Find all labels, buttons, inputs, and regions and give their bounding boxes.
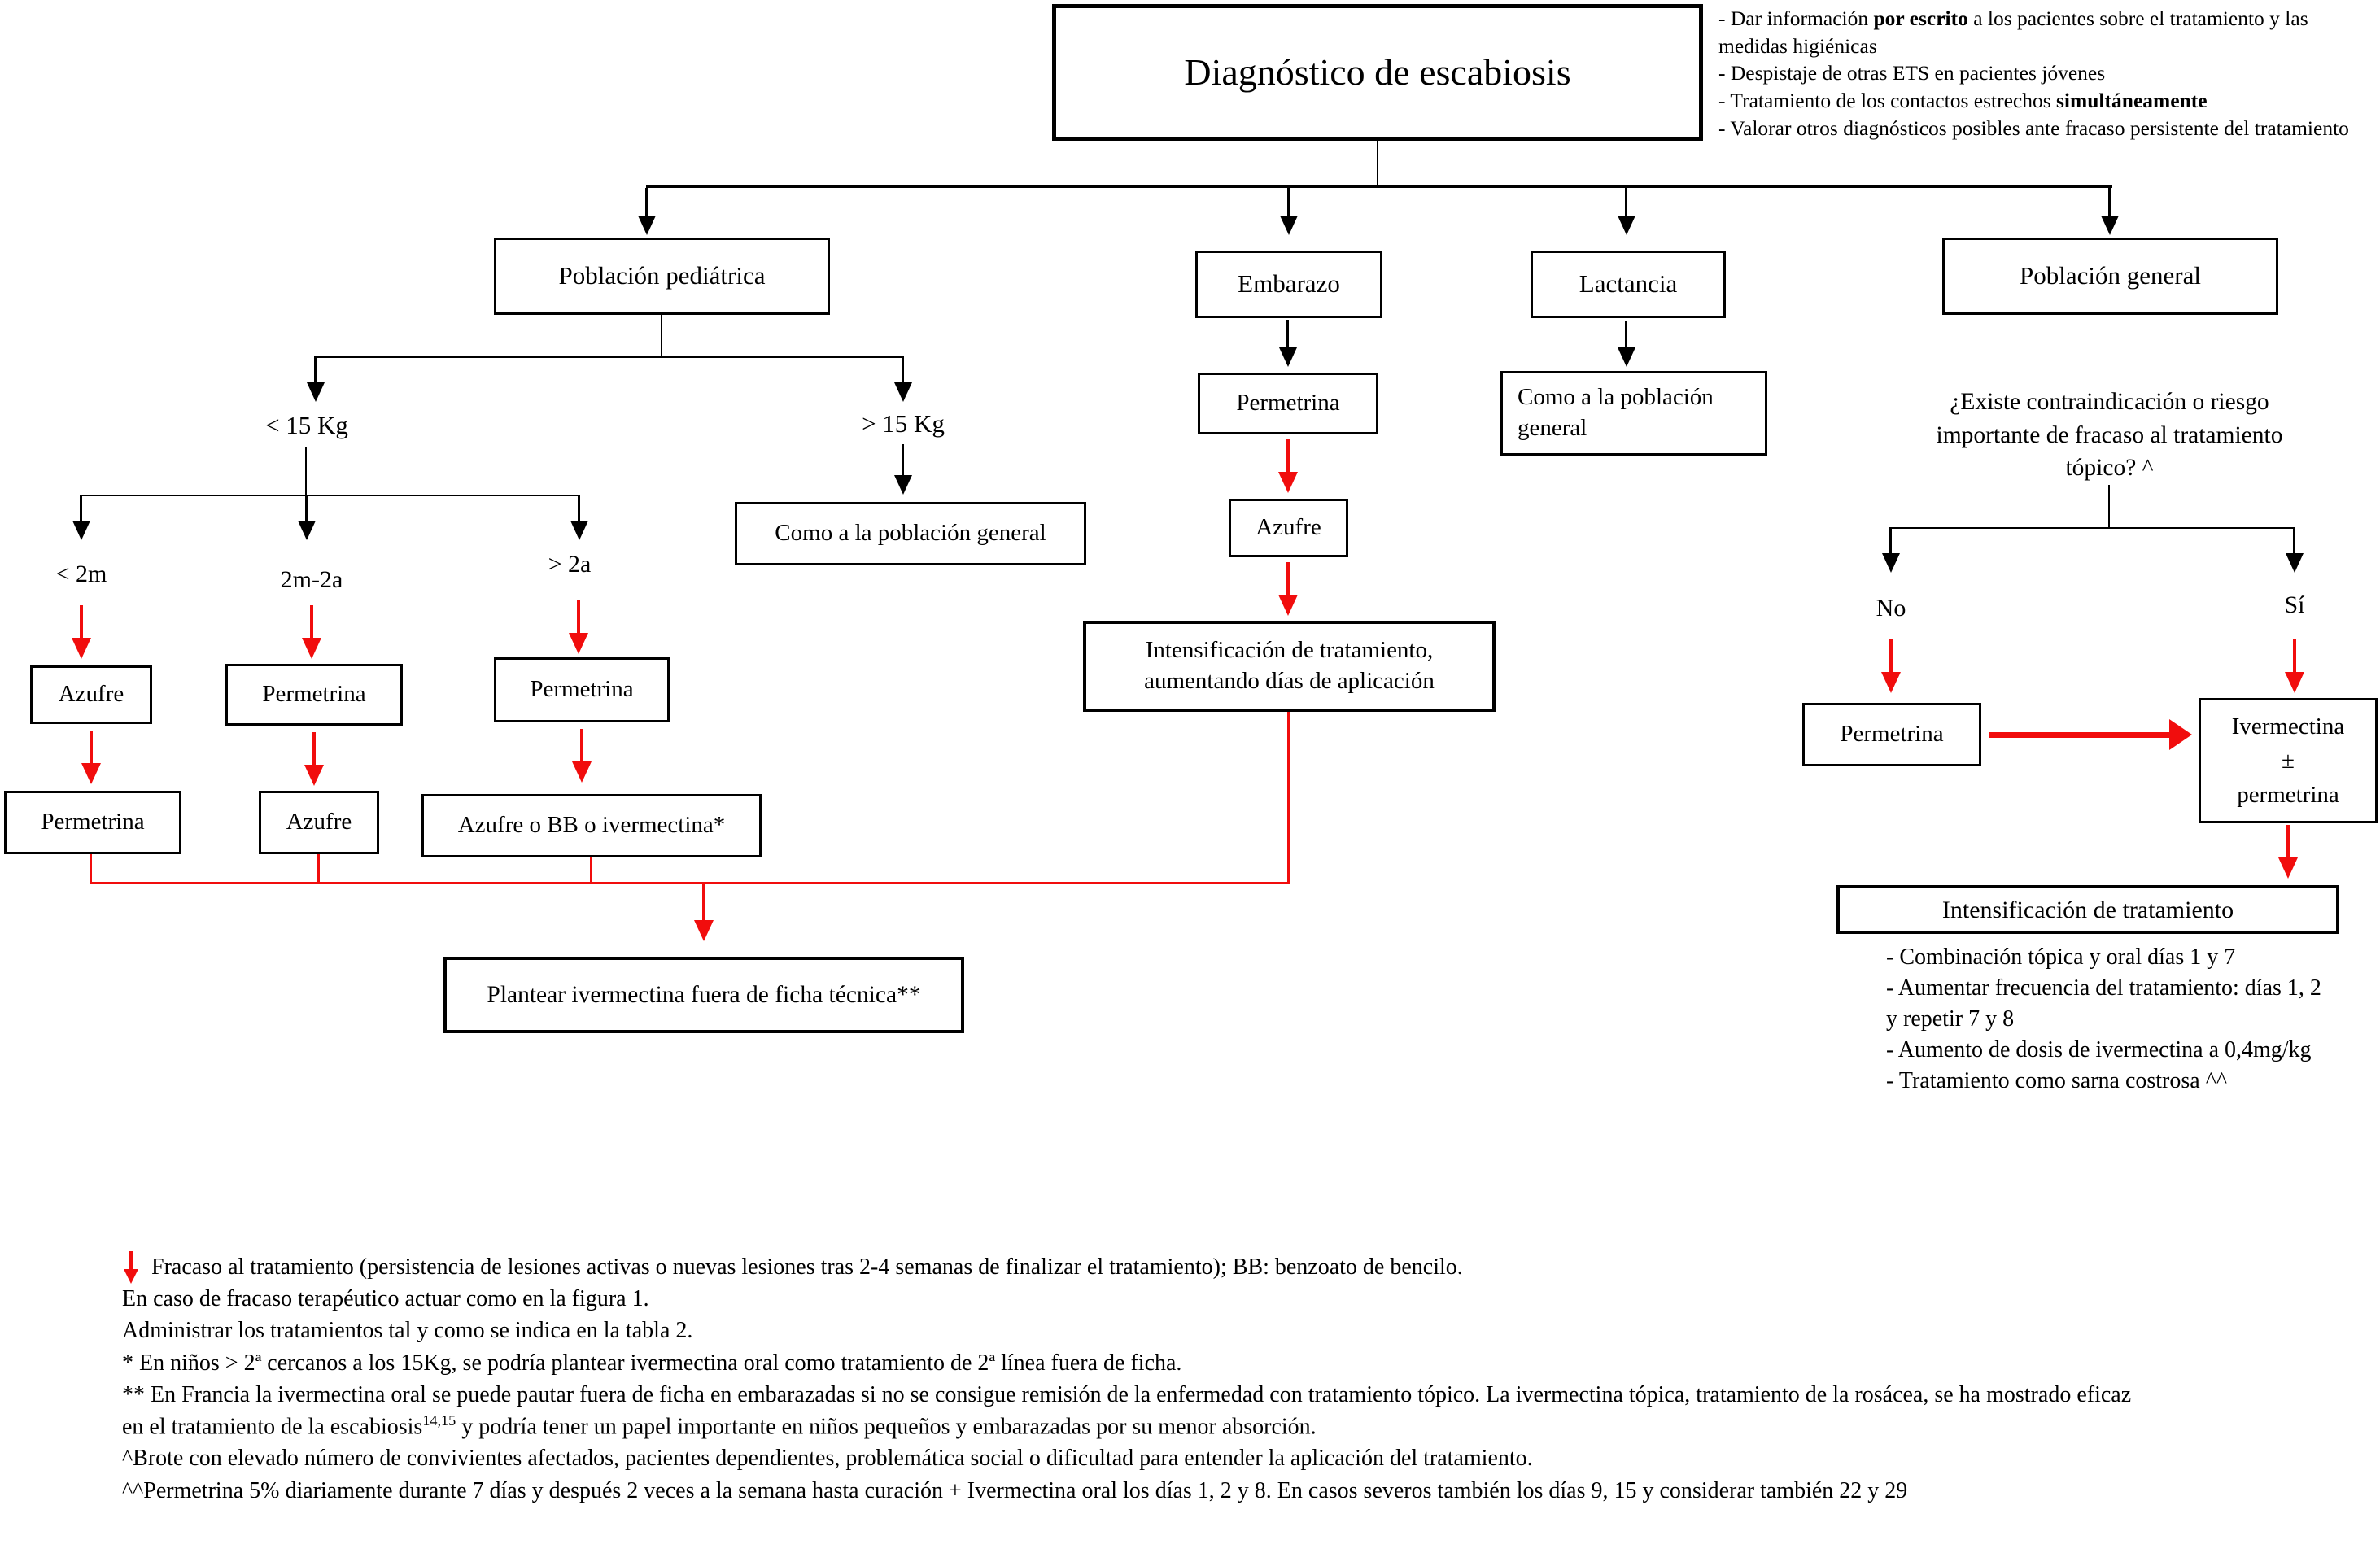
root-node-label: Diagnóstico de escabiosis: [1184, 51, 1571, 94]
arrow-to-lt2m: [72, 495, 90, 540]
arrow-to-gt2a: [570, 495, 588, 540]
node-pediatric-label: Población pediátrica: [558, 261, 766, 290]
node-pregnancy-escalation-line2: aumentando días de aplicación: [1144, 668, 1435, 694]
red-arrow-lt2m-2: [81, 731, 101, 784]
red-drop-gt2a: [590, 857, 592, 884]
arrow-to-2m2a: [298, 495, 316, 540]
red-drop-lt2m: [90, 854, 92, 884]
arrow-to-yes: [2286, 527, 2304, 573]
footnote-line: [122, 1379, 2140, 1443]
connector-root-stem: [1377, 141, 1378, 185]
arrow-to-pediatric: [638, 188, 656, 235]
footnote-line: ^Brote con elevado número de convivientes afectados, pacientes dependientes, problemática social o dificultad para entender la aplicación del tratamiento.: [122, 1446, 1533, 1472]
node-offlabel-ivermectin-label: Plantear ivermectina fuera de ficha técnica**: [487, 981, 921, 1008]
node-general-yes-result-line2: ±: [2282, 747, 2295, 774]
node-general-no-result-label: Permetrina: [1840, 721, 1944, 748]
footnote-text: y podría tener un papel importante en niños pequeños y embarazadas por su menor absorción.: [456, 1414, 1317, 1440]
node-general: [1942, 238, 2278, 315]
connector-general-stem: [2108, 485, 2110, 527]
node-pregnancy-first-label: Permetrina: [1236, 390, 1340, 417]
node-gt2a-second: [421, 794, 762, 857]
connector-pediatric-stem: [661, 315, 662, 356]
footnote-line: ^^Permetrina 5% diariamente durante 7 días y después 2 veces a la semana hasta curación + Ivermectina oral los días 1, 2 y 8. En casos severos también los días 9, 15 y considerar también 22 y 29: [122, 1477, 1908, 1503]
red-arrow-to-intensification: [2278, 825, 2298, 879]
node-pregnancy-first: [1198, 373, 1378, 434]
escalation-item: - Combinación tópica y oral días 1 y 7: [1886, 944, 2236, 970]
arrow-to-lt15: [307, 356, 325, 402]
node-2m2a-second-label: Azufre: [286, 809, 352, 835]
red-drop-2m2a: [317, 854, 320, 884]
node-2m2a-second: [259, 791, 379, 854]
red-arrow-gt2a-1: [569, 600, 588, 654]
arrow-to-pregnancy: [1280, 188, 1298, 235]
arrow-pregnancy-first: [1279, 320, 1297, 367]
note-text: - Tratamiento de los contactos estrechos: [1718, 88, 2056, 112]
red-collector-bar: [90, 882, 1290, 884]
label-lt15: < 15 Kg: [265, 411, 348, 439]
node-general-yes-result-line3: permetrina: [2237, 782, 2339, 809]
node-pregnancy: [1195, 251, 1382, 318]
red-arrow-pregnancy-1: [1278, 439, 1298, 493]
general-question-line2: importante de fracaso al tratamiento: [1936, 421, 2283, 448]
note-line: [1718, 5, 2378, 59]
node-lactation-result: [1500, 371, 1767, 456]
node-general-escalation: [1836, 885, 2339, 934]
node-pregnancy-escalation: [1083, 621, 1496, 712]
connector-lt15-bar: [81, 495, 580, 496]
node-2m2a-first-label: Permetrina: [262, 681, 366, 708]
general-question-line3: tópico? ^: [2065, 455, 2154, 482]
footnote-text: Fracaso al tratamiento (persistencia de lesiones activas o nuevas lesiones tras 2-4 semanas de finalizar el tratamiento); BB: benzoato de bencilo.: [151, 1254, 1463, 1280]
node-gt2a-second-label: Azufre o BB o ivermectina*: [457, 812, 726, 839]
arrow-to-no: [1882, 527, 1900, 573]
connector-pediatric-bar: [315, 356, 904, 358]
node-lt2m-second: [4, 791, 181, 854]
connector-lt15-stem: [305, 447, 307, 495]
node-pregnancy-second-label: Azufre: [1256, 514, 1321, 541]
red-arrow-collector: [694, 884, 714, 941]
footnote-superscript: 14,15: [422, 1411, 456, 1429]
node-2m2a-first: [225, 664, 403, 726]
node-lt2m-second-label: Permetrina: [41, 809, 145, 835]
footnote-line: [122, 1251, 2140, 1283]
note-text-bold: por escrito: [1873, 7, 1968, 30]
node-general-yes-result-line1: Ivermectina: [2231, 713, 2345, 739]
red-down-arrow-icon: [124, 1251, 138, 1285]
red-arrow-gt2a-2: [572, 729, 592, 783]
label-yes: Sí: [2284, 591, 2305, 618]
connector-general-bar: [1890, 527, 2295, 529]
note-line: [1718, 87, 2378, 115]
node-lactation: [1531, 251, 1726, 318]
red-arrow-2m2a-1: [302, 605, 321, 659]
node-general-yes-result: [2199, 698, 2378, 823]
node-pregnancy-escalation-line1: Intensificación de tratamiento,: [1145, 637, 1434, 664]
arrow-to-gt15: [894, 356, 912, 402]
arrow-to-general: [2101, 188, 2119, 235]
arrow-lactation-result: [1618, 321, 1635, 367]
note-line: - Despistaje de otras ETS en pacientes jóvenes: [1718, 61, 2106, 85]
node-general-label: Población general: [2020, 261, 2201, 290]
general-question-line1: ¿Existe contraindicación o riesgo: [1950, 389, 2269, 415]
label-2m2a: 2m-2a: [280, 566, 343, 593]
note-text: - Dar información: [1718, 7, 1874, 30]
node-offlabel-ivermectin: [443, 957, 964, 1033]
node-gt15-result-label: Como a la población general: [775, 520, 1046, 547]
connector-root-bar: [646, 185, 2112, 188]
node-gt2a-first: [494, 657, 670, 722]
footnote-line: En caso de fracaso terapéutico actuar como en la figura 1.: [122, 1286, 649, 1312]
node-lactation-label: Lactancia: [1579, 269, 1678, 299]
footnote-text: ** En Francia la ivermectina oral se puede pautar fuera de ficha en embarazadas si no se consigue remisión de la enfermedad con tratamiento tópico. La ivermectina tópica, tratamiento de la rosácea, se ha mostrado eficaz en el tratamiento de la escabiosis: [122, 1381, 2132, 1440]
red-arrow-no-to-yes: [1989, 719, 2192, 750]
arrow-gt15-result: [894, 444, 912, 495]
node-pregnancy-second: [1229, 499, 1348, 557]
footnote-line: * En niños > 2ª cercanos a los 15Kg, se podría plantear ivermectina oral como tratamiento de 2ª línea fuera de ficha.: [122, 1350, 1182, 1376]
red-arrow-pregnancy-2: [1278, 562, 1298, 616]
node-lt2m-first: [30, 665, 152, 724]
arrow-to-lactation: [1618, 188, 1635, 235]
root-node-diagnostico: [1052, 4, 1703, 141]
red-arrow-yes: [2285, 639, 2304, 693]
note-text-bold: simultáneamente: [2056, 88, 2208, 112]
label-no: No: [1876, 595, 1906, 622]
red-arrow-no: [1881, 639, 1901, 693]
escalation-item: - Tratamiento como sarna costrosa ^^: [1886, 1068, 2227, 1094]
label-gt15: > 15 Kg: [862, 409, 945, 438]
node-lactation-result-line1: Como a la población: [1518, 384, 1714, 411]
node-lactation-result-line2: general: [1518, 415, 1587, 441]
label-lt2m: < 2m: [55, 561, 107, 587]
red-arrow-2m2a-2: [304, 732, 324, 786]
red-arrow-lt2m-1: [72, 605, 91, 659]
node-gt2a-first-label: Permetrina: [530, 676, 634, 703]
escalation-item: - Aumentar frecuencia del tratamiento: días 1, 2 y repetir 7 y 8: [1886, 975, 2321, 1032]
footnote-line: Administrar los tratamientos tal y como se indica en la tabla 2.: [122, 1318, 693, 1344]
label-gt2a: > 2a: [548, 551, 592, 578]
footnotes: [122, 1251, 2140, 1507]
general-escalation-list: [1886, 942, 2330, 1097]
node-pediatric: [494, 238, 830, 315]
node-lt2m-first-label: Azufre: [58, 681, 124, 708]
node-general-escalation-label: Intensificación de tratamiento: [1941, 896, 2234, 923]
escalation-item: - Aumento de dosis de ivermectina a 0,4mg/kg: [1886, 1037, 2312, 1063]
node-pregnancy-label: Embarazo: [1238, 269, 1340, 299]
red-drop-pregnancy: [1287, 712, 1290, 884]
general-notes: [1718, 5, 2378, 142]
general-question: [1859, 386, 2360, 485]
node-gt15-result: [735, 502, 1086, 565]
note-text: a los pacientes sobre el tratamiento y las medidas higiénicas: [1718, 7, 2308, 58]
node-general-no-result: [1802, 703, 1981, 766]
note-line: - Valorar otros diagnósticos posibles ante fracaso persistente del tratamiento: [1718, 116, 2349, 140]
